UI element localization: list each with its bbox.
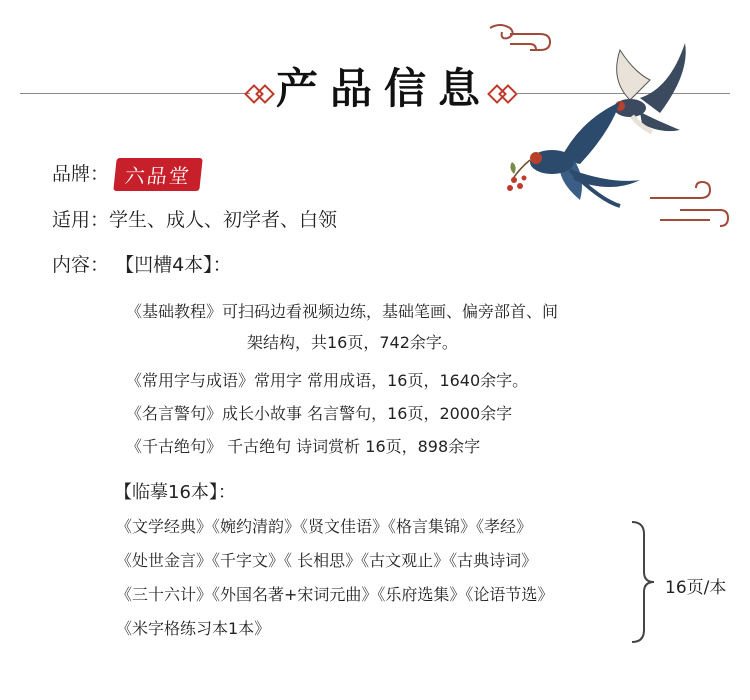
header-left-line bbox=[20, 93, 250, 94]
brand-label: 品牌： bbox=[52, 163, 110, 185]
groove-book-line: 《基础教程》可扫码边看视频边练，基础笔画、偏旁部首、间 bbox=[126, 302, 559, 321]
cloud-swirl-icon-2 bbox=[650, 182, 728, 226]
content-row bbox=[52, 250, 232, 277]
brand-logo: 六品堂 bbox=[113, 158, 202, 191]
berry-twig-icon bbox=[507, 160, 530, 191]
groove-book-line: 《常用字与成语》常用字 常用成语，16页，1640余字。 bbox=[126, 371, 529, 390]
copy-section-heading: 【临摹16本】： bbox=[114, 482, 236, 503]
pages-per-book-label: 16页/本 bbox=[665, 578, 727, 598]
copy-book-line: 《文学经典》《婉约清韵》《贤文佳语》《格言集锦》《孝经》 bbox=[116, 517, 533, 536]
swallow-small-icon bbox=[614, 43, 686, 132]
groove-book-line: 《千古绝句》 千古绝句 诗词赏析 16页，898余字 bbox=[126, 437, 481, 456]
swallow-large-icon bbox=[530, 102, 640, 206]
suitable-label: 适用： bbox=[52, 209, 110, 231]
content-label: 内容： bbox=[52, 254, 110, 276]
suitable-row bbox=[52, 205, 337, 232]
curly-brace-icon bbox=[628, 520, 658, 644]
copy-book-line: 《三十六计》《外国名著+宋词元曲》《乐府选集》《论语节选》 bbox=[116, 585, 554, 604]
page-title: 产品信息 bbox=[276, 64, 493, 113]
groove-book-line: 《名言警句》成长小故事 名言警句，16页，2000余字 bbox=[126, 404, 513, 423]
header-left-diamond-icon-2 bbox=[255, 84, 275, 104]
copy-book-line: 《处世金言》《千字文》《 长相思》《古文观止》《古典诗词》 bbox=[116, 551, 538, 570]
copy-book-line: 《米字格练习本1本》 bbox=[116, 619, 271, 638]
cloud-swirl-icon bbox=[490, 25, 550, 50]
groove-book-line: 架结构，共16页，742余字。 bbox=[247, 333, 458, 352]
brand-row bbox=[52, 158, 201, 191]
swallows-illustration bbox=[480, 20, 740, 240]
suitable-value: 学生、成人、初学者、白领 bbox=[109, 209, 338, 231]
content-value: 【凹槽4本】： bbox=[115, 254, 232, 276]
